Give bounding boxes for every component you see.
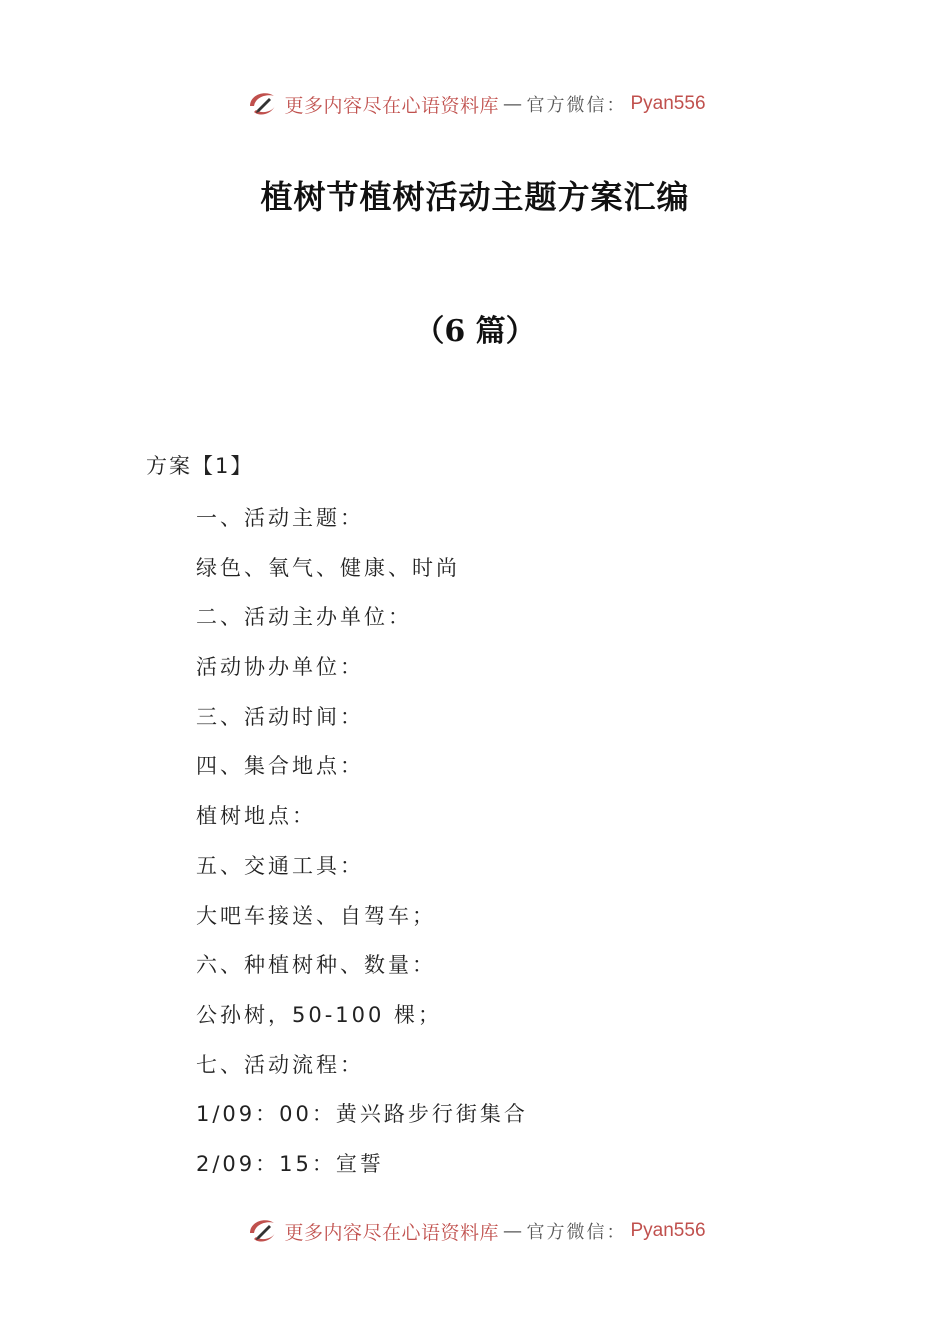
content-line: 公孙树，50-100 棵； xyxy=(196,1002,443,1027)
content-line: 2/09：15：宣誓 xyxy=(196,1151,384,1176)
content-body xyxy=(196,500,836,1196)
content-line: 1/09：00：黄兴路步行街集合 xyxy=(196,1102,528,1127)
banner-content xyxy=(244,1213,705,1249)
content-line: 二、活动主办单位： xyxy=(196,605,412,630)
content-line: 活动协办单位： xyxy=(196,655,364,680)
banner-main-text: 更多内容尽在心语资料库 xyxy=(284,1221,499,1244)
banner-wechat-label: 官方微信： xyxy=(526,1222,627,1243)
document-title: 植树节植树活动主题方案汇编 xyxy=(260,178,690,216)
document-subtitle: （6 篇） xyxy=(414,314,536,349)
content-line: 一、活动主题： xyxy=(196,506,364,530)
content-line: 四、集合地点： xyxy=(196,754,364,779)
banner-content xyxy=(244,86,705,122)
content-line: 六、种植树种、数量： xyxy=(196,953,436,978)
banner-wechat-id: Pyan556 xyxy=(630,1220,706,1241)
content-line: 植树地点： xyxy=(196,804,316,829)
banner-wechat-id: Pyan556 xyxy=(630,93,706,114)
pen-nib-logo-icon xyxy=(244,86,280,122)
pen-nib-logo-icon xyxy=(244,1213,280,1249)
content-line: 绿色、氧气、健康、时尚 xyxy=(196,555,460,580)
footer-banner xyxy=(0,1211,950,1251)
banner-main-text: 更多内容尽在心语资料库 xyxy=(284,94,499,117)
section-heading: 方案【1】 xyxy=(146,454,254,478)
content-line: 三、活动时间： xyxy=(196,704,364,729)
content-line: 七、活动流程： xyxy=(196,1052,364,1077)
content-line: 大吧车接送、自驾车； xyxy=(196,903,436,928)
content-line: 五、交通工具： xyxy=(196,853,364,878)
header-banner xyxy=(0,84,950,124)
banner-wechat-label: 官方微信： xyxy=(526,95,627,116)
banner-dash: — xyxy=(503,1220,523,1242)
banner-dash: — xyxy=(503,93,523,115)
